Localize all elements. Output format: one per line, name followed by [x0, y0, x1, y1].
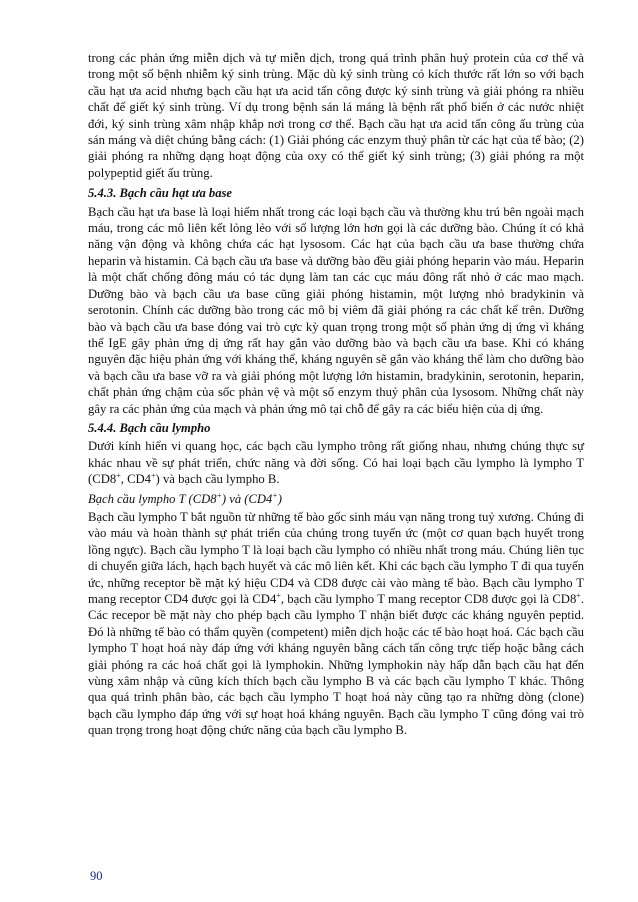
- page-content: [88, 50, 584, 739]
- section-heading-5-4-3: 5.4.3. Bạch cầu hạt ưa base: [88, 186, 232, 201]
- text-run: Dưới kính hiển vi quang học, các bạch cầu lympho trông rất giống nhau, nhưng chúng thực sự khác nhau về sự phát triển, chức năng và đời sống. Có hai loại bạch cầu lympho là lympho T (CD8: [88, 439, 584, 487]
- text-run: , CD4: [120, 472, 152, 487]
- paragraph-t-lymphocyte: [88, 509, 584, 739]
- superscript: +: [151, 470, 156, 480]
- superscript: +: [272, 490, 278, 500]
- superscript: +: [576, 590, 581, 600]
- text-run: , bạch cầu lympho T mang receptor CD8 được gọi là CD8: [280, 592, 577, 606]
- text-run: ) và (CD4: [221, 491, 273, 506]
- paragraph-basophil: Bạch cầu hạt ưa base là loại hiếm nhất trong các loại bạch cầu và thường khu trú bên ngoài mạch máu, trong các mô liên kết lỏng lẻo với số lượng lớn hơn gọi là các dưỡng bào. Chúng ít có khả năng vận động và không chứa các hạt lysosom. Các hạt của bạch cầu ưa base thường chứa heparin và histamin. Cả bạch cầu ưa base và dưỡng bào đều giải phóng heparin vào máu. Heparin là một chất chống đông máu có tác dụng làm tan các cục máu đông rất nhỏ ở các mao mạch. Dưỡng bào và bạch cầu ưa base cũng giải phóng histamin, một lượng nhỏ bradykinin và serotonin. Chính các dưỡng bào trong các mô bị viêm đã giải phóng ra các chất kể trên. Dưỡng bào và bạch cầu ưa base đóng vai trò cực kỳ quan trọng trong một số phản ứng dị ứng vì kháng thể IgE gây phản ứng dị ứng rất hay gắn vào dưỡng bào và bạch cầu ưa base. Khi có kháng nguyên đặc hiệu phản ứng với kháng thể, kháng nguyên sẽ gắn vào kháng thể làm cho dưỡng bào và bạch cầu ưa base vỡ ra và giải phóng một lượng lớn histamin, bradykinin, serotonin, heparin, chất phản ứng chậm của sốc phản vệ và một số enzym thuỷ phân của lysosom. Những chất này gây ra các phản ứng của mạch và phản ứng mô tại chỗ để gây ra các biểu hiện của dị ứng.: [88, 204, 584, 416]
- superscript: +: [276, 590, 281, 600]
- paragraph-acid-granulocyte: trong các phản ứng miễn dịch và tự miễn dịch, trong quá trình phân huỷ protein của cơ thể và trong một số bệnh nhiễm ký sinh trùng. Mặc dù ký sinh trùng có kích thước rất lớn so với bạch cầu hạt ưa acid nhưng bạch cầu hạt ưa acid tấn công được ký sinh trùng và giải phóng ra nhiều chất để giết ký sinh trùng. Ví dụ trong bệnh sán lá máng là bệnh rất phổ biến ở các nước nhiệt đới, ký sinh trùng xâm nhập khắp nơi trong cơ thể. Bạch cầu hạt ưa acid tấn công ấu trùng của sán máng và diệt chúng bằng cách: (1) Giải phóng các enzym thuỷ phân từ các hạt của tế bào; (2) giải phóng ra những dạng hoạt động của oxy có thể giết ký sinh trùng; (3) giải phóng ra một polypeptid giết ấu trùng.: [88, 51, 584, 180]
- section-heading-5-4-4: 5.4.4. Bạch cầu lympho: [88, 420, 211, 435]
- paragraph-lymphocyte-intro: [88, 438, 584, 487]
- text-run: Bạch cầu lympho T (CD8: [88, 491, 217, 506]
- subheading-t-lymphocyte: [88, 491, 584, 507]
- text-run: ): [277, 491, 282, 506]
- text-run: . Các recepor bề mặt này cho phép bạch cầu lympho T nhận biết được các kháng nguyên peptid. Đó là những tế bào có thẩm quyền (competent) miễn dịch hoặc các tế bào hoạt hoá. Các bạch cầu lympho T hoạt hoá này đáp ứng với kháng nguyên bằng cách tấn công trực tiếp hoặc bằng cách giải phóng ra các hoá chất gọi là lymphokin. Những lymphokin này hấp dẫn bạch cầu hạt đến vùng xâm nhập và cũng kích thích bạch cầu lympho B và các bạch cầu lympho T khác. Thông qua quá trình phân bào, các bạch cầu lympho T hoạt hoá này cũng tạo ra những dòng (clone) bạch cầu lympho đáp ứng với sự hoạt hoá kháng nguyên. Bạch cầu lympho T cũng đóng vai trò quan trọng trong hoạt động chức năng của bạch cầu lympho B.: [88, 592, 584, 738]
- text-run: Bạch cầu lympho T bắt nguồn từ những tế bào gốc sinh máu vạn năng trong tuỷ xương. Chúng đi vào máu và hoàn thành sự phát triển của chúng trong tuyến ức (một cơ quan bạch huyết trong lồng ngực). Bạch cầu lympho T là loại bạch cầu lympho có nhiều nhất trong máu. Chúng liên tục di chuyển giữa lách, hạch bạch huyết và các mô liên kết. Khi các bạch cầu lympho T đi qua tuyến ức, những receptor bề mặt ký hiệu CD4 và CD8 được cài vào màng tế bào. Bạch cầu lympho T mang receptor CD4 được gọi là CD4: [88, 509, 584, 606]
- superscript: +: [216, 490, 222, 500]
- superscript: +: [116, 470, 121, 480]
- text-run: ) và bạch cầu lympho B.: [155, 472, 280, 487]
- page-number: 90: [90, 869, 103, 883]
